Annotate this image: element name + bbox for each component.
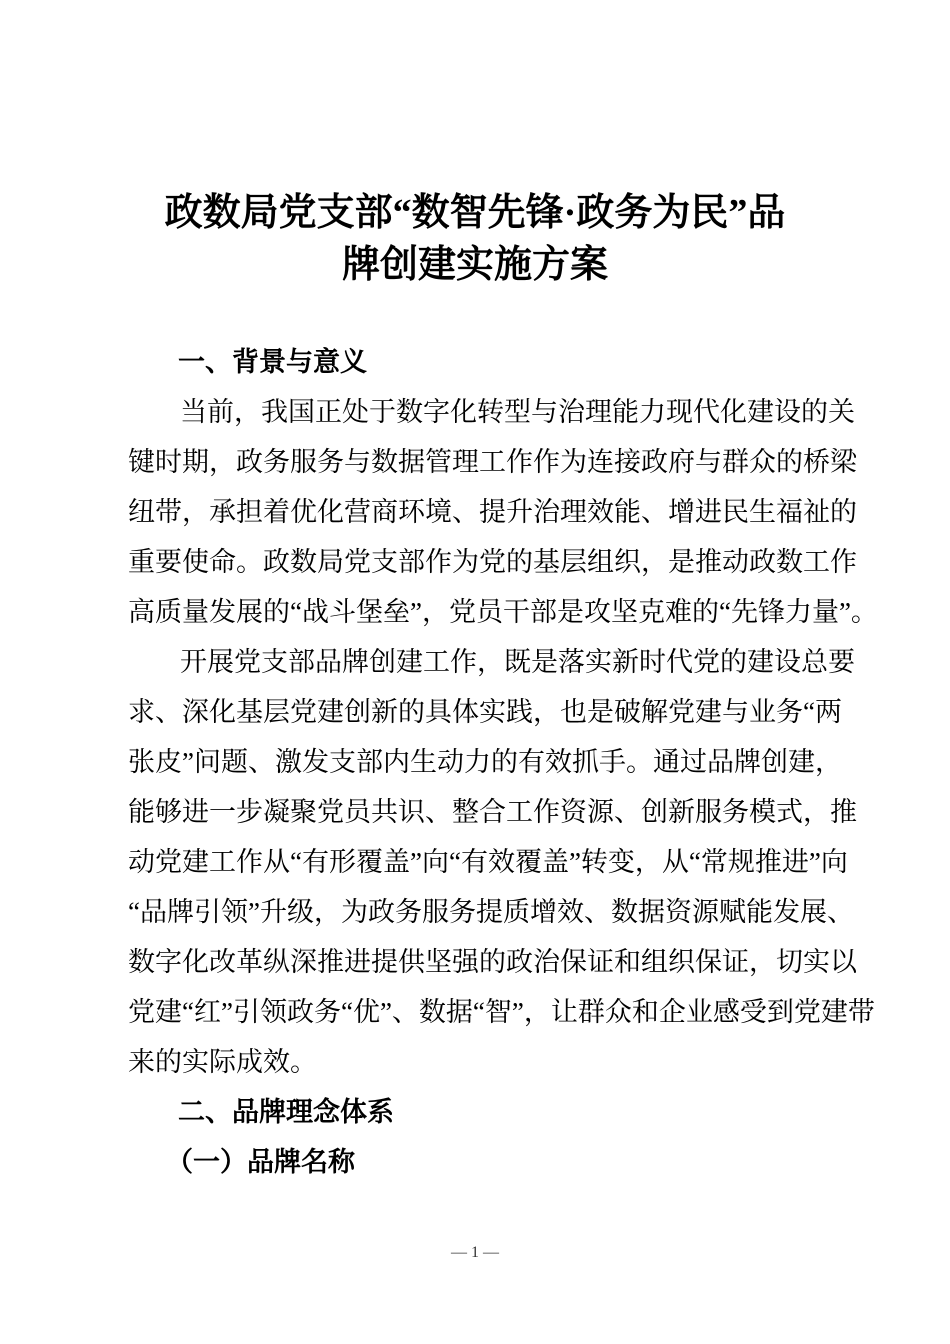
document-body [128, 337, 878, 1187]
paragraph-line: 高质量发展的“战斗堡垒”，党员干部是攻坚克难的“先锋力量”。 [128, 597, 878, 627]
paragraph-line: 动党建工作从“有形覆盖”向“有效覆盖”转变，从“常规推进”向 [128, 847, 848, 877]
paragraph-line: 重要使命。政数局党支部作为党的基层组织，是推动政数工作 [128, 547, 857, 577]
section-1-paragraphs [128, 387, 878, 1087]
page-number: — 1 — [451, 1244, 499, 1261]
paragraph-line: 数字化改革纵深推进提供坚强的政治保证和组织保证，切实以 [128, 947, 857, 977]
paragraph-line: 求、深化基层党建创新的具体实践，也是破解党建与业务“两 [128, 697, 842, 727]
paragraph-line: 能够进一步凝聚党员共识、整合工作资源、创新服务模式，推 [128, 797, 857, 827]
paragraph [128, 637, 875, 1087]
paragraph [128, 387, 878, 637]
paragraph-line: 当前，我国正处于数字化转型与治理能力现代化建设的关 [180, 397, 855, 427]
section-heading: 二、品牌理念体系 [178, 1097, 394, 1127]
paragraph-line: 开展党支部品牌创建工作，既是落实新时代党的建设总要 [180, 647, 855, 677]
sub-heading: （一）品牌名称 [166, 1147, 355, 1177]
paragraph-line: 张皮”问题、激发支部内生动力的有效抓手。通过品牌创建， [128, 747, 842, 777]
paragraph-line: 来的实际成效。 [128, 1047, 317, 1077]
title-line-1: 政数局党支部“数智先锋·政务为民”品 [164, 192, 786, 234]
paragraph-line: “品牌引领”升级，为政务服务提质增效、数据资源赋能发展、 [128, 897, 854, 927]
document-title [0, 187, 950, 291]
title-line-2: 牌创建实施方案 [341, 244, 608, 286]
paragraph-line: 纽带，承担着优化营商环境、提升治理效能、增进民生福祉的 [128, 497, 857, 527]
section-heading: 一、背景与意义 [178, 347, 367, 377]
paragraph-line: 党建“红”引领政务“优”、数据“智”，让群众和企业感受到党建带 [128, 997, 875, 1027]
paragraph-line: 键时期，政务服务与数据管理工作作为连接政府与群众的桥梁 [128, 447, 857, 477]
